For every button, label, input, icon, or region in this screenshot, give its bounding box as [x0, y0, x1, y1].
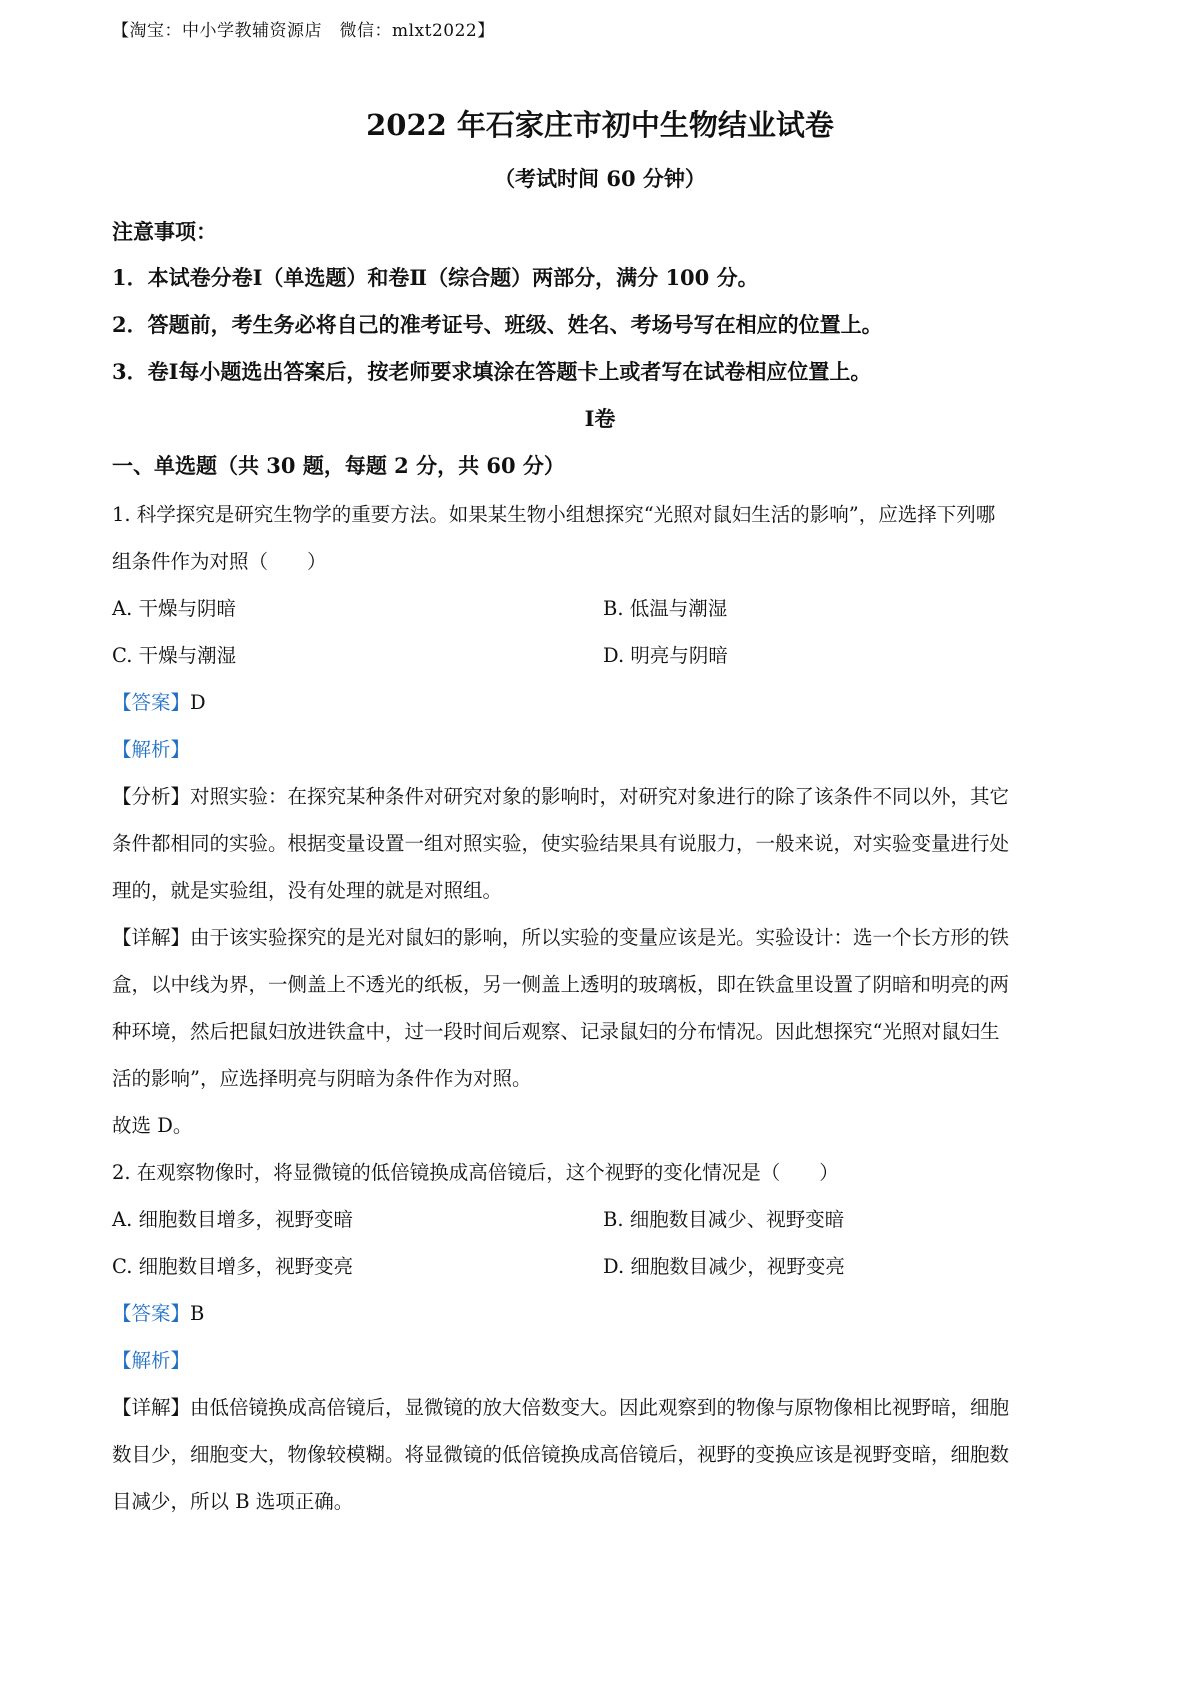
question-2-explanation-line: 目减少，所以 B 选项正确。: [112, 1490, 354, 1513]
question-1-option-b: B. 低温与潮湿: [603, 597, 728, 620]
note-item: 3．卷Ⅰ每小题选出答案后，按老师要求填涂在答题卡上或者写在试卷相应位置上。: [112, 359, 872, 384]
question-2-explanation-line: 【详解】由低倍镜换成高倍镜后，显微镜的放大倍数变大。因此观察到的物像与原物像相比视野暗，细胞: [112, 1396, 1010, 1419]
answer-label: 【答案】: [112, 1302, 191, 1325]
answer-value: B: [190, 1302, 205, 1325]
answer-label: 【答案】: [112, 691, 191, 714]
question-1-explanation-line: 理的，就是实验组，没有处理的就是对照组。: [112, 879, 503, 902]
question-1-stem-line: 组条件作为对照（ ）: [112, 550, 327, 573]
section-title: Ⅰ卷: [584, 406, 616, 431]
question-2-option-d: D. 细胞数目减少，视野变亮: [603, 1255, 845, 1278]
question-1-explanation-line: 故选 D。: [112, 1114, 193, 1137]
question-1-explanation-line: 盒，以中线为界，一侧盖上不透光的纸板，另一侧盖上透明的玻璃板，即在铁盒里设置了阴暗和明亮的两: [112, 973, 1010, 996]
question-2-answer: [112, 1298, 204, 1326]
question-2-option-b: B. 细胞数目减少、视野变暗: [603, 1208, 845, 1231]
notes-heading: 注意事项：: [112, 219, 217, 244]
question-1-option-c: C. 干燥与潮湿: [112, 644, 237, 667]
question-1-explanation-line: 【分析】对照实验：在探究某种条件对研究对象的影响时，对研究对象进行的除了该条件不同以外，其它: [112, 785, 1010, 808]
question-1-stem-line: 1. 科学探究是研究生物学的重要方法。如果某生物小组想探究“光照对鼠妇生活的影响”，应选择下列哪: [112, 503, 996, 526]
question-2-stem-line: 2. 在观察物像时，将显微镜的低倍镜换成高倍镜后，这个视野的变化情况是（ ）: [112, 1161, 839, 1184]
question-1-explanation-line: 种环境，然后把鼠妇放进铁盒中，过一段时间后观察、记录鼠妇的分布情况。因此想探究“光照对鼠妇生: [112, 1020, 1000, 1043]
question-2-explanation-line: 数目少，细胞变大，物像较模糊。将显微镜的低倍镜换成高倍镜后，视野的变换应该是视野变暗，细胞数: [112, 1443, 1010, 1466]
question-1-explanation-line: 活的影响”，应选择明亮与阴暗为条件作为对照。: [112, 1067, 532, 1090]
question-1-option-a: A. 干燥与阴暗: [112, 597, 236, 620]
question-1-answer: [112, 687, 206, 715]
question-1-analysis-label: 【解析】: [112, 738, 191, 761]
question-2-option-c: C. 细胞数目增多，视野变亮: [112, 1255, 354, 1278]
part-heading: 一、单选题（共 30 题，每题 2 分，共 60 分）: [112, 453, 565, 478]
note-item: 2．答题前，考生务必将自己的准考证号、班级、姓名、考场号写在相应的位置上。: [112, 312, 883, 337]
question-1-option-d: D. 明亮与阴暗: [603, 644, 728, 667]
question-2-analysis-label: 【解析】: [112, 1349, 191, 1372]
question-1-explanation-line: 【详解】由于该实验探究的是光对鼠妇的影响，所以实验的变量应该是光。实验设计：选一个长方形的铁: [112, 926, 1010, 949]
exam-title: 2022 年石家庄市初中生物结业试卷: [366, 108, 834, 142]
header-watermark: 【淘宝：中小学教辅资源店 微信：mlxt2022】: [112, 21, 495, 41]
note-item: 1．本试卷分卷Ⅰ（单选题）和卷Ⅱ（综合题）两部分，满分 100 分。: [112, 265, 759, 290]
exam-subtitle: （考试时间 60 分钟）: [494, 166, 706, 191]
answer-value: D: [190, 691, 206, 714]
question-2-option-a: A. 细胞数目增多，视野变暗: [112, 1208, 353, 1231]
question-1-explanation-line: 条件都相同的实验。根据变量设置一组对照实验，使实验结果具有说服力，一般来说，对实验变量进行处: [112, 832, 1010, 855]
